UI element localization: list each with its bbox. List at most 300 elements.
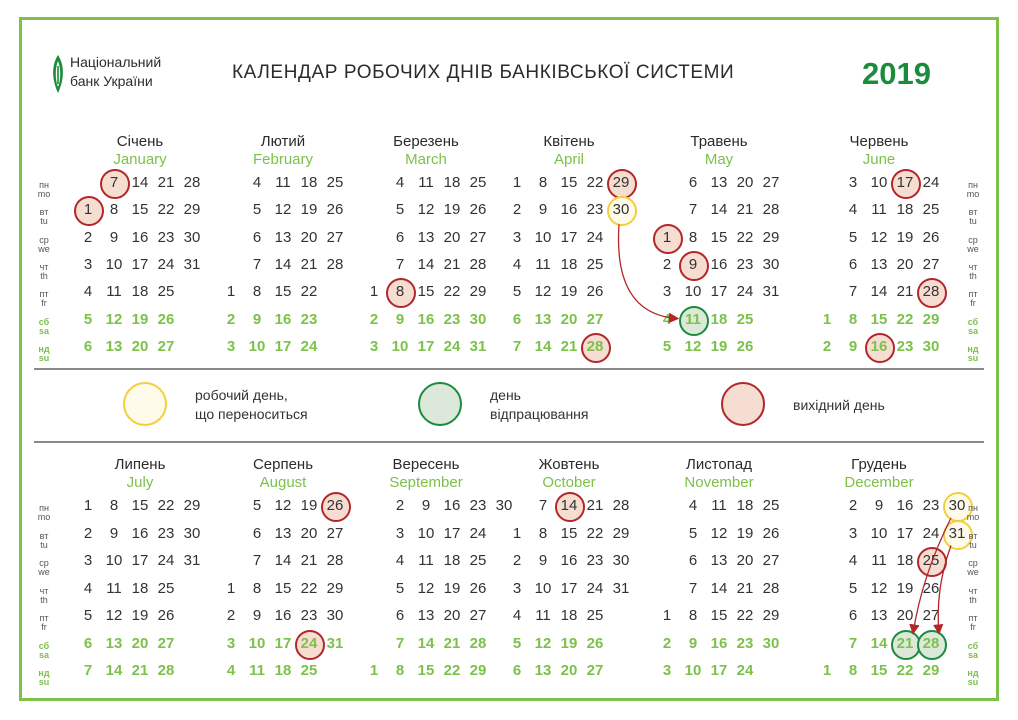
weekday-label-sa [32,642,56,660]
day-cell: 19 [736,524,754,542]
day-cell: 3 [83,255,93,273]
weekday-label-we [32,236,56,254]
month-name-en-december: December [844,474,914,491]
day-cell: 10 [391,337,409,355]
legend-line: день [490,387,521,403]
day-cell: 1 [226,579,236,597]
weekday-label-su [961,345,985,363]
weekday-en: fr [41,298,47,309]
legend-line: що переноситься [195,406,308,422]
day-cell: 9 [688,634,698,652]
day-cell: 24 [736,283,754,301]
day-cell: 17 [890,174,920,192]
day-cell: 25 [916,552,946,570]
day-cell: 9 [538,552,548,569]
day-cell: 12 [274,201,292,219]
weekday-ua: чт [39,261,49,272]
weekday-ua: сб [38,640,50,651]
day-cell: 20 [300,524,318,542]
weekday-ua: нд [967,343,979,354]
day-cell: 24 [922,174,940,191]
day-cell: 15 [417,283,435,301]
day-cell: 15 [870,662,888,679]
weekday-en: su [967,677,979,687]
day-cell: 21 [736,579,754,597]
day-cell: 4 [395,552,405,569]
day-cell: 28 [762,201,780,219]
weekday-label-we [32,559,56,577]
day-cell: 26 [736,337,754,355]
day-cell: 31 [469,337,487,355]
calendar-frame [19,17,999,701]
day-cell: 3 [395,524,405,542]
day-cell: 21 [157,174,175,191]
day-cell: 7 [252,552,262,569]
weekday-en: th [969,594,977,605]
day-cell: 21 [560,337,578,355]
weekday-en: we [38,243,50,254]
weekday-en: su [38,352,50,363]
day-cell: 1 [369,662,379,679]
weekday-label-we [961,559,985,577]
day-cell: 2 [226,607,236,624]
day-cell: 27 [586,310,604,328]
day-cell: 29 [922,310,940,328]
weekday-ua: сб [967,640,979,651]
day-cell: 30 [326,607,344,624]
day-cell: 17 [710,283,728,301]
weekday-ua: пт [968,613,978,623]
day-cell: 13 [105,337,123,355]
weekday-ua: пн [39,503,49,513]
day-cell: 5 [688,524,698,542]
day-cell: 25 [736,310,754,328]
weekday-label-th [961,263,985,281]
day-cell: 5 [662,337,672,355]
month-name-en-august: August [259,474,307,491]
day-cell: 18 [443,552,461,569]
weekday-ua: чт [39,585,49,596]
day-cell: 2 [83,524,93,542]
day-cell: 19 [131,607,149,624]
weekday-en: fr [41,622,47,632]
day-cell: 22 [736,607,754,624]
day-cell: 17 [131,552,149,569]
page-title: КАЛЕНДАР РОБОЧИХ ДНІВ БАНКІВСЬКОЇ СИСТЕМИ [232,62,735,83]
day-cell: 13 [274,228,292,246]
day-cell: 16 [131,228,149,246]
day-cell: 17 [274,634,292,652]
day-cell: 12 [105,310,123,328]
day-cell: 9 [109,228,119,246]
month-name-en-october: October [542,474,596,491]
day-cell: 2 [369,310,379,328]
bank-name [70,53,161,91]
day-cell: 25 [469,552,487,569]
day-cell: 27 [469,228,487,246]
day-cell: 22 [157,201,175,219]
day-cell: 16 [131,524,149,542]
day-cell: 29 [183,497,201,514]
day-cell: 20 [560,310,578,328]
day-cell: 31 [612,579,630,597]
day-cell: 5 [848,579,858,597]
day-cell: 5 [252,201,262,219]
day-cell: 4 [395,174,405,191]
day-cell: 8 [688,607,698,624]
day-cell: 4 [848,201,858,219]
weekday-en: su [967,352,979,363]
day-cell: 22 [896,662,914,679]
day-cell: 13 [105,634,123,652]
day-cell: 28 [580,338,610,356]
day-cell: 11 [678,311,708,329]
day-cell: 10 [684,662,702,679]
day-cell: 8 [538,174,548,191]
day-cell: 8 [538,524,548,542]
month-name-en-february: February [252,151,314,168]
day-cell: 6 [848,255,858,273]
day-cell: 17 [417,337,435,355]
day-cell: 15 [710,228,728,246]
day-cell: 30 [922,337,940,355]
day-cell: 19 [300,201,318,219]
day-cell: 2 [662,634,672,652]
day-cell: 7 [512,337,522,355]
weekday-ua: чт [968,585,978,596]
day-cell: 30 [183,228,201,246]
day-cell: 5 [512,283,522,301]
day-cell: 24 [157,552,175,569]
day-cell: 13 [417,607,435,624]
day-cell: 9 [252,310,262,328]
day-cell: 31 [942,525,972,543]
day-cell: 24 [736,662,754,679]
day-cell: 26 [320,497,350,515]
day-cell: 18 [896,552,914,569]
day-cell: 3 [512,579,522,597]
day-cell: 29 [326,579,344,597]
month-name-en-march: March [405,151,447,168]
day-cell: 19 [443,579,461,597]
day-cell: 14 [870,283,888,301]
day-cell: 22 [586,524,604,542]
day-cell: 5 [848,228,858,246]
legend-line: робочий день, [195,387,288,403]
day-cell: 19 [560,283,578,301]
month-name-september: Вересень [392,456,460,473]
day-cell: 24 [300,337,318,355]
weekday-en: su [38,677,50,687]
day-cell: 16 [443,497,461,514]
day-cell: 19 [300,497,318,514]
day-cell: 17 [710,662,728,679]
day-cell: 25 [762,497,780,514]
day-cell: 25 [586,607,604,624]
day-cell: 27 [157,634,175,652]
day-cell: 9 [395,310,405,328]
day-cell: 19 [560,634,578,652]
day-cell: 4 [512,255,522,273]
weekday-en: tu [969,539,977,550]
weekday-label-th [32,587,56,605]
day-cell: 30 [495,497,513,514]
day-cell: 7 [688,579,698,597]
day-cell: 15 [560,174,578,191]
day-cell: 3 [512,228,522,246]
day-cell: 15 [710,607,728,624]
day-cell: 11 [106,283,122,301]
day-cell: 23 [586,201,604,219]
day-cell: 8 [848,662,858,679]
day-cell: 21 [300,255,318,273]
month-name-december: Грудень [851,456,907,473]
day-cell: 18 [710,310,728,328]
divider-bottom [34,441,984,443]
day-cell: 29 [762,607,780,624]
day-cell: 11 [535,607,551,624]
weekday-en: th [40,270,48,281]
day-cell: 25 [157,283,175,301]
weekday-label-we [961,236,985,254]
month-name-en-september: September [389,474,463,491]
day-cell: 21 [890,635,920,653]
day-cell: 30 [183,524,201,542]
weekday-en: tu [40,539,48,550]
day-cell: 31 [183,552,201,569]
day-cell: 6 [512,662,522,679]
day-cell: 5 [83,310,93,328]
month-name-en-july: July [126,474,154,491]
day-cell: 27 [922,255,940,273]
day-cell: 12 [417,201,435,219]
weekday-en: th [40,594,48,605]
day-cell: 17 [443,524,461,542]
weekday-ua: нд [38,343,50,354]
day-cell: 12 [534,283,552,301]
day-cell: 27 [922,607,940,624]
day-cell: 9 [848,337,858,355]
day-cell: 4 [83,283,93,301]
weekday-en: sa [38,325,49,336]
day-cell: 4 [662,310,672,328]
bank-name-line1: Національний [70,54,162,70]
day-cell: 26 [157,310,175,328]
day-cell: 8 [848,310,858,328]
day-cell: 14 [274,255,292,273]
day-cell: 27 [586,662,604,679]
day-cell: 6 [252,524,262,542]
weekday-ua: пн [968,503,978,513]
month-name-march: Березень [393,133,459,150]
day-cell: 14 [554,497,584,515]
day-cell: 23 [157,228,175,246]
weekday-label-su [32,669,56,687]
day-cell: 14 [105,662,123,679]
day-cell: 23 [443,310,461,328]
day-cell: 6 [512,310,522,328]
month-name-en-april: April [553,151,584,168]
day-cell: 2 [512,552,522,569]
weekday-label-fr [961,290,985,308]
day-cell: 23 [469,497,487,514]
day-cell: 30 [942,497,972,515]
day-cell: 14 [870,634,888,652]
day-cell: 20 [443,607,461,624]
day-cell: 30 [612,552,630,569]
day-cell: 5 [252,497,262,514]
day-cell: 23 [736,634,754,652]
weekday-ua: пн [39,180,49,190]
day-cell: 12 [105,607,123,624]
day-cell: 7 [83,662,93,679]
day-cell: 7 [252,255,262,273]
day-cell: 11 [418,552,434,569]
weekday-label-mo [32,181,56,199]
day-cell: 28 [612,497,630,514]
day-cell: 14 [710,579,728,597]
weekday-label-sa [32,318,56,336]
day-cell: 16 [864,338,894,356]
day-cell: 20 [896,255,914,273]
weekday-en: tu [969,216,977,227]
weekday-en: mo [37,189,51,199]
weekday-ua: нд [38,668,50,678]
day-cell: 18 [131,579,149,597]
day-cell: 3 [369,337,379,355]
day-cell: 28 [157,662,175,679]
day-cell: 20 [736,174,754,191]
weekday-en: mo [966,512,980,522]
day-cell: 10 [105,552,123,569]
day-cell: 13 [274,524,292,542]
day-cell: 31 [326,634,344,652]
weekday-label-tu [32,532,56,550]
legend-swatch-transfer [123,382,167,426]
day-cell: 19 [443,201,461,219]
day-cell: 9 [109,524,119,542]
weekday-en: fr [970,622,976,632]
day-cell: 14 [131,174,149,191]
day-cell: 16 [710,255,728,273]
weekday-ua: пт [968,289,978,300]
weekday-en: we [967,567,979,577]
bank-name-line2: банк України [70,73,153,89]
day-cell: 13 [710,174,728,191]
day-cell: 9 [421,497,431,514]
day-cell: 3 [848,174,858,191]
month-name-may: Травень [690,133,748,150]
weekday-en: we [38,567,50,577]
weekday-ua: пт [39,613,49,623]
day-cell: 15 [274,283,292,301]
day-cell: 18 [560,255,578,273]
day-cell: 18 [131,283,149,301]
day-cell: 23 [736,255,754,273]
weekday-en: mo [966,189,980,199]
day-cell: 1 [512,174,522,191]
day-cell: 12 [417,579,435,597]
day-cell: 25 [300,662,318,679]
weekday-ua: ср [39,234,49,245]
weekday-label-tu [32,208,56,226]
day-cell: 5 [83,607,93,624]
day-cell: 15 [560,524,578,542]
day-cell: 10 [684,283,702,301]
day-cell: 14 [710,201,728,219]
weekday-en: sa [967,325,978,336]
day-cell: 17 [560,228,578,246]
weekday-label-su [961,669,985,687]
day-cell: 28 [469,634,487,652]
day-cell: 22 [443,662,461,679]
day-cell: 4 [848,552,858,569]
day-cell: 20 [131,337,149,355]
day-cell: 30 [469,310,487,328]
day-cell: 23 [300,310,318,328]
day-cell: 4 [226,662,236,679]
day-cell: 18 [300,174,318,191]
day-cell: 1 [822,662,832,679]
day-cell: 14 [534,337,552,355]
day-cell: 16 [560,552,578,569]
day-cell: 19 [131,310,149,328]
day-cell: 13 [534,310,552,328]
day-cell: 8 [688,228,698,246]
day-cell: 10 [248,634,266,652]
day-cell: 15 [131,201,149,219]
day-cell: 27 [326,524,344,542]
day-cell: 28 [762,579,780,597]
day-cell: 12 [534,634,552,652]
weekday-label-fr [961,614,985,632]
day-cell: 17 [896,524,914,542]
day-cell: 28 [916,283,946,301]
day-cell: 30 [762,634,780,652]
day-cell: 5 [395,201,405,219]
day-cell: 28 [183,174,201,191]
legend-line: вихідний день [793,397,885,413]
day-cell: 20 [896,607,914,624]
day-cell: 3 [83,552,93,569]
weekday-en: sa [38,649,49,660]
day-cell: 14 [417,634,435,652]
weekday-ua: ср [39,558,49,568]
weekday-ua: ср [968,234,978,245]
day-cell: 7 [395,255,405,273]
day-cell: 13 [870,255,888,273]
day-cell: 8 [385,283,415,301]
weekday-label-fr [32,614,56,632]
weekday-ua: ср [968,558,978,568]
weekday-ua: пт [39,289,49,300]
day-cell: 16 [274,310,292,328]
day-cell: 22 [157,497,175,514]
day-cell: 2 [822,337,832,355]
day-cell: 20 [560,662,578,679]
day-cell: 8 [252,579,262,597]
day-cell: 26 [762,524,780,542]
month-name-november: Листопад [686,456,752,473]
weekday-en: mo [37,512,51,522]
day-cell: 16 [896,497,914,514]
day-cell: 25 [326,174,344,191]
day-cell: 5 [512,634,522,652]
day-cell: 26 [586,283,604,301]
day-cell: 25 [586,255,604,273]
day-cell: 19 [896,579,914,597]
day-cell: 21 [896,283,914,301]
